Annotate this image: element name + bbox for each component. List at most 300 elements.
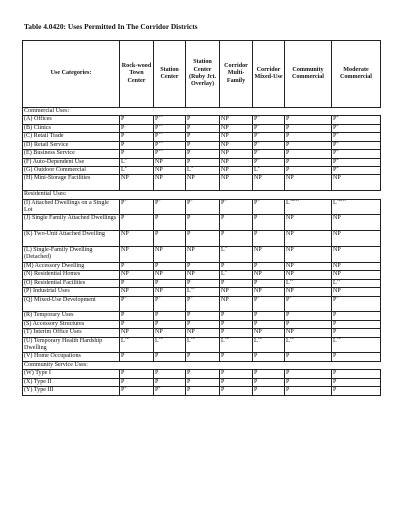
footnote-ref: 4 <box>336 115 339 119</box>
permission-value: P <box>254 124 258 131</box>
permission-value: P <box>187 215 191 222</box>
permission-value: P <box>221 279 225 286</box>
permission-value: NP <box>155 329 163 336</box>
table-row <box>23 378 381 386</box>
permission-cell <box>220 312 253 320</box>
permission-cell <box>154 329 186 337</box>
footnote-ref: 10 <box>158 124 163 127</box>
permission-cell <box>285 296 332 312</box>
permission-value: P <box>286 124 290 131</box>
permission-cell <box>220 247 253 263</box>
permission-cell <box>120 279 154 287</box>
permission-cell <box>285 378 332 386</box>
permission-cell <box>186 141 220 149</box>
permission-value: P <box>286 312 290 319</box>
permission-cell <box>154 133 186 141</box>
permission-cell <box>332 279 381 287</box>
permission-value: P <box>254 158 258 165</box>
permission-cell <box>253 370 285 378</box>
permission-value: P <box>333 133 337 140</box>
permission-cell <box>253 320 285 328</box>
permission-value: P <box>187 158 191 165</box>
permission-value: P <box>187 370 191 377</box>
permission-value: P <box>155 231 159 238</box>
permission-cell <box>253 353 285 361</box>
use-category-label: (Y) Type III <box>23 387 120 395</box>
permission-value: P <box>286 370 290 377</box>
permission-cell <box>120 150 154 158</box>
permission-value: NP <box>187 329 195 336</box>
permission-cell <box>154 320 186 328</box>
permission-cell <box>332 296 381 312</box>
permission-value: P <box>221 329 225 336</box>
footnote-ref: 9 <box>158 296 161 299</box>
permission-value: P <box>155 279 159 286</box>
permission-value: NP <box>121 175 129 182</box>
permission-cell <box>332 124 381 132</box>
section-label: Residential Uses: <box>23 191 381 199</box>
permission-value: P <box>254 378 258 385</box>
permission-cell <box>285 262 332 270</box>
permission-cell <box>285 320 332 328</box>
table-body <box>23 108 381 396</box>
table-row <box>23 387 381 395</box>
permission-cell <box>120 141 154 149</box>
footnote-ref: 9 <box>289 296 292 299</box>
permission-cell <box>285 116 332 124</box>
footnote-ref: 9 <box>158 199 161 202</box>
permission-cell <box>220 167 253 175</box>
use-category-label: (S) Accessory Structures <box>23 320 120 328</box>
permission-value: P <box>187 279 191 286</box>
footnote-ref: 5 <box>257 124 260 127</box>
footnote-ref: 6,7 <box>190 287 196 291</box>
permission-value: P <box>286 133 290 140</box>
use-category-label: (Q) Mixed-Use Development <box>23 296 120 312</box>
permission-cell <box>120 378 154 386</box>
permission-value: P <box>187 231 191 238</box>
permission-cell <box>285 329 332 337</box>
permission-value: P <box>286 141 290 148</box>
permission-value: P <box>121 199 125 206</box>
permission-cell <box>332 353 381 361</box>
permission-cell <box>186 296 220 312</box>
permission-cell <box>220 353 253 361</box>
permission-value: P <box>254 262 258 269</box>
table-row <box>23 271 381 279</box>
permission-value: P <box>286 387 290 394</box>
permission-cell <box>285 312 332 320</box>
uses-table <box>22 40 381 396</box>
permission-cell <box>220 271 253 279</box>
permission-cell <box>253 288 285 296</box>
permission-value: P <box>286 353 290 360</box>
permission-value: P <box>155 116 159 123</box>
permission-cell <box>285 353 332 361</box>
permission-cell <box>285 199 332 215</box>
permission-value: P <box>121 141 125 148</box>
permission-value: NP <box>254 175 262 182</box>
permission-value: P <box>221 312 225 319</box>
permission-cell <box>186 329 220 337</box>
footnote-ref: 12 <box>124 337 129 340</box>
footnote-ref: 2 <box>158 386 161 390</box>
footnote-ref: 9 <box>257 199 260 202</box>
permission-value: P <box>121 279 125 286</box>
permission-value: P <box>155 141 159 148</box>
use-category-label: (P) Industrial Uses <box>23 288 120 296</box>
permission-value: P <box>286 150 290 157</box>
permission-value: P <box>254 387 258 394</box>
permission-cell <box>186 378 220 386</box>
permission-value: P <box>221 262 225 269</box>
permission-cell <box>154 337 186 353</box>
permission-cell <box>285 175 332 191</box>
permission-value: P <box>155 312 159 319</box>
permission-cell <box>186 231 220 247</box>
permission-value: P <box>254 116 258 123</box>
table-row <box>23 231 381 247</box>
permission-cell <box>332 312 381 320</box>
permission-cell <box>332 199 381 215</box>
permission-value: P <box>254 215 258 222</box>
permission-value: P <box>221 231 225 238</box>
permission-cell <box>332 247 381 263</box>
permission-cell <box>285 150 332 158</box>
table-row <box>23 247 381 263</box>
permission-value: P <box>121 133 125 140</box>
permission-cell <box>285 215 332 231</box>
permission-value: P <box>221 199 225 206</box>
permission-cell <box>120 262 154 270</box>
permission-value: P <box>155 133 159 140</box>
permission-value: P <box>333 320 337 327</box>
permission-value: P <box>121 124 125 131</box>
permission-cell <box>186 387 220 395</box>
footnote-ref: 2 <box>257 166 260 170</box>
permission-cell <box>253 124 285 132</box>
permission-value: P <box>155 378 159 385</box>
use-category-label: (E) Business Service <box>23 150 120 158</box>
header-station-center: Station Center <box>154 41 186 108</box>
use-category-label: (J) Single Family Attached Dwellings <box>23 215 120 231</box>
permission-value: P <box>254 231 258 238</box>
permission-value: NP <box>221 288 229 295</box>
permission-cell <box>120 370 154 378</box>
permission-cell <box>285 247 332 263</box>
header-moderate-commercial: Moderate Commercial <box>332 41 381 108</box>
footnote-ref: 9 <box>190 296 193 299</box>
header-row <box>23 41 381 108</box>
permission-cell <box>186 116 220 124</box>
footnote-ref: 9 <box>190 199 193 202</box>
footnote-ref: 4 <box>336 166 339 170</box>
permission-value: P <box>187 141 191 148</box>
permission-cell <box>220 279 253 287</box>
footnote-ref: 9 <box>124 199 127 202</box>
footnote-ref: 12 <box>257 337 262 340</box>
footnote-ref: 12 <box>190 337 195 340</box>
footnote-ref: 5 <box>257 158 260 161</box>
table-row <box>23 199 381 215</box>
permission-value: NP <box>254 288 262 295</box>
permission-cell <box>154 150 186 158</box>
permission-value: P <box>121 150 125 157</box>
permission-value: NP <box>121 329 129 336</box>
permission-cell <box>120 353 154 361</box>
header-corridor-multi-family: Corridor Multi-Family <box>220 41 253 108</box>
permission-cell <box>186 150 220 158</box>
permission-value: NP <box>286 262 294 269</box>
permission-cell <box>253 199 285 215</box>
section-label: Commercial Uses: <box>23 108 381 116</box>
permission-cell <box>120 271 154 279</box>
permission-cell <box>220 288 253 296</box>
permission-cell <box>186 370 220 378</box>
permission-cell <box>253 167 285 175</box>
permission-value: NP <box>286 288 294 295</box>
permission-cell <box>332 175 381 191</box>
permission-value: P <box>254 141 258 148</box>
permission-value: NP <box>121 271 129 278</box>
permission-value: NP <box>221 167 229 174</box>
permission-cell <box>120 167 154 175</box>
permission-cell <box>220 337 253 353</box>
table-row <box>23 124 381 132</box>
permission-value: L <box>187 337 191 344</box>
permission-value: L <box>333 279 337 286</box>
permission-value: P <box>187 262 191 269</box>
permission-value: L <box>286 199 290 206</box>
permission-value: NP <box>221 124 229 131</box>
section-label: Community Service Uses: <box>23 361 381 369</box>
footnote-ref: 2 <box>124 386 127 390</box>
permission-value: P <box>187 133 191 140</box>
footnote-ref: 12 <box>289 337 294 340</box>
permission-value: P <box>121 312 125 319</box>
footnote-ref: 9 <box>124 296 127 299</box>
permission-cell <box>186 215 220 231</box>
footnote-ref: 5 <box>257 149 260 153</box>
use-category-label: (U) Temporary Health Hardship Dwelling <box>23 337 120 353</box>
permission-cell <box>253 133 285 141</box>
permission-value: NP <box>221 116 229 123</box>
permission-cell <box>154 158 186 166</box>
permission-cell <box>186 288 220 296</box>
permission-cell <box>253 116 285 124</box>
permission-cell <box>154 288 186 296</box>
permission-value: NP <box>121 231 129 238</box>
use-category-label: (C) Retail Trade <box>23 133 120 141</box>
permission-value: L <box>121 158 125 165</box>
use-category-label: (M) Accessory Dwelling <box>23 262 120 270</box>
footnote-ref: 1 <box>124 158 127 161</box>
permission-value: P <box>333 167 337 174</box>
permission-cell <box>332 378 381 386</box>
table-row <box>23 320 381 328</box>
permission-cell <box>186 124 220 132</box>
permission-value: L <box>254 167 258 174</box>
permission-cell <box>220 320 253 328</box>
permission-cell <box>285 288 332 296</box>
permission-value: P <box>254 370 258 377</box>
permission-value: P <box>221 320 225 327</box>
permission-cell <box>120 329 154 337</box>
permission-value: P <box>155 262 159 269</box>
footnote-ref: 10 <box>158 149 163 153</box>
permission-cell <box>186 167 220 175</box>
use-category-label: (B) Clinics <box>23 124 120 132</box>
permission-cell <box>285 271 332 279</box>
section-header <box>23 361 381 369</box>
use-category-label: (X) Type II <box>23 378 120 386</box>
footnote-ref: 4 <box>336 132 339 136</box>
footnote-ref: 12 <box>336 337 341 340</box>
permission-value: P <box>286 296 290 303</box>
permission-cell <box>186 175 220 191</box>
table-row <box>23 329 381 337</box>
permission-cell <box>154 353 186 361</box>
permission-cell <box>186 353 220 361</box>
permission-value: NP <box>155 158 163 165</box>
permission-value: P <box>187 387 191 394</box>
permission-cell <box>220 133 253 141</box>
permission-value: NP <box>187 247 195 254</box>
permission-value: P <box>286 378 290 385</box>
permission-cell <box>186 279 220 287</box>
permission-value: P <box>155 320 159 327</box>
footnote-ref: 10 <box>158 132 163 136</box>
permission-cell <box>154 312 186 320</box>
permission-value: P <box>333 116 337 123</box>
permission-value: L <box>221 337 225 344</box>
permission-value: P <box>187 378 191 385</box>
permission-cell <box>285 370 332 378</box>
footnote-ref: 9&11 <box>336 199 347 202</box>
table-row <box>23 370 381 378</box>
permission-cell <box>285 133 332 141</box>
permission-cell <box>332 271 381 279</box>
permission-cell <box>120 320 154 328</box>
permission-value: P <box>254 150 258 157</box>
permission-value: P <box>333 150 337 157</box>
permission-value: P <box>187 199 191 206</box>
permission-cell <box>186 247 220 263</box>
section-header <box>23 108 381 116</box>
permission-value: P <box>286 167 290 174</box>
permission-value: L <box>286 337 290 344</box>
permission-value: P <box>155 370 159 377</box>
permission-cell <box>220 141 253 149</box>
table-row <box>23 133 381 141</box>
permission-cell <box>285 141 332 149</box>
permission-cell <box>154 167 186 175</box>
permission-value: NP <box>333 175 341 182</box>
permission-value: P <box>254 199 258 206</box>
permission-cell <box>332 370 381 378</box>
footnote-ref: 5 <box>257 141 260 144</box>
permission-value: P <box>254 133 258 140</box>
table-row <box>23 167 381 175</box>
permission-cell <box>285 231 332 247</box>
use-category-label: (W) Type I <box>23 370 120 378</box>
permission-value: P <box>155 150 159 157</box>
table-row <box>23 150 381 158</box>
permission-cell <box>332 167 381 175</box>
table-row <box>23 141 381 149</box>
table-row <box>23 337 381 353</box>
permission-cell <box>253 337 285 353</box>
permission-cell <box>154 271 186 279</box>
permission-cell <box>285 337 332 353</box>
use-category-label: (R) Temporary Uses <box>23 312 120 320</box>
footnote-ref: 10 <box>158 115 163 119</box>
permission-value: NP <box>333 271 341 278</box>
permission-value: P <box>187 116 191 123</box>
footnote-ref: 8 <box>224 246 227 250</box>
permission-value: P <box>254 353 258 360</box>
table-row <box>23 279 381 287</box>
permission-value: NP <box>333 262 341 269</box>
permission-cell <box>253 378 285 386</box>
permission-cell <box>120 312 154 320</box>
permission-cell <box>285 158 332 166</box>
permission-value: NP <box>286 271 294 278</box>
permission-cell <box>220 370 253 378</box>
permission-cell <box>154 370 186 378</box>
permission-value: P <box>121 296 125 303</box>
table-row <box>23 175 381 191</box>
permission-cell <box>332 231 381 247</box>
permission-cell <box>332 158 381 166</box>
permission-value: NP <box>187 175 195 182</box>
permission-value: P <box>254 312 258 319</box>
permission-cell <box>285 124 332 132</box>
permission-value: P <box>121 353 125 360</box>
header-station-center-ruby: Station Center (Ruby Jct. Overlay) <box>186 41 220 108</box>
permission-value: P <box>121 370 125 377</box>
permission-value: NP <box>286 329 294 336</box>
permission-value: NP <box>221 133 229 140</box>
permission-value: P <box>187 312 191 319</box>
permission-value: P <box>121 378 125 385</box>
permission-value: P <box>254 296 258 303</box>
permission-value: NP <box>254 247 262 254</box>
permission-cell <box>253 247 285 263</box>
permission-value: NP <box>333 231 341 238</box>
permission-cell <box>186 320 220 328</box>
permission-value: P <box>221 378 225 385</box>
header-use-categories: Use Categories: <box>23 41 120 108</box>
permission-value: L <box>121 167 125 174</box>
permission-value: L <box>155 337 159 344</box>
table-row <box>23 353 381 361</box>
permission-cell <box>154 279 186 287</box>
permission-value: L <box>121 337 125 344</box>
use-category-label: (D) Retail Service <box>23 141 120 149</box>
table-row <box>23 312 381 320</box>
permission-value: P <box>333 329 337 336</box>
permission-value: P <box>187 150 191 157</box>
header-rockwood-town-center: Rock-wood Town Center <box>120 41 154 108</box>
use-category-label: (F) Auto-Dependent Use <box>23 158 120 166</box>
permission-cell <box>154 199 186 215</box>
use-category-label: (K) Two-Unit Attached Dwelling <box>23 231 120 247</box>
footnote-ref: 4 <box>336 149 339 153</box>
permission-value: P <box>254 320 258 327</box>
permission-value: P <box>187 296 191 303</box>
footnote-ref: 12 <box>158 337 163 340</box>
